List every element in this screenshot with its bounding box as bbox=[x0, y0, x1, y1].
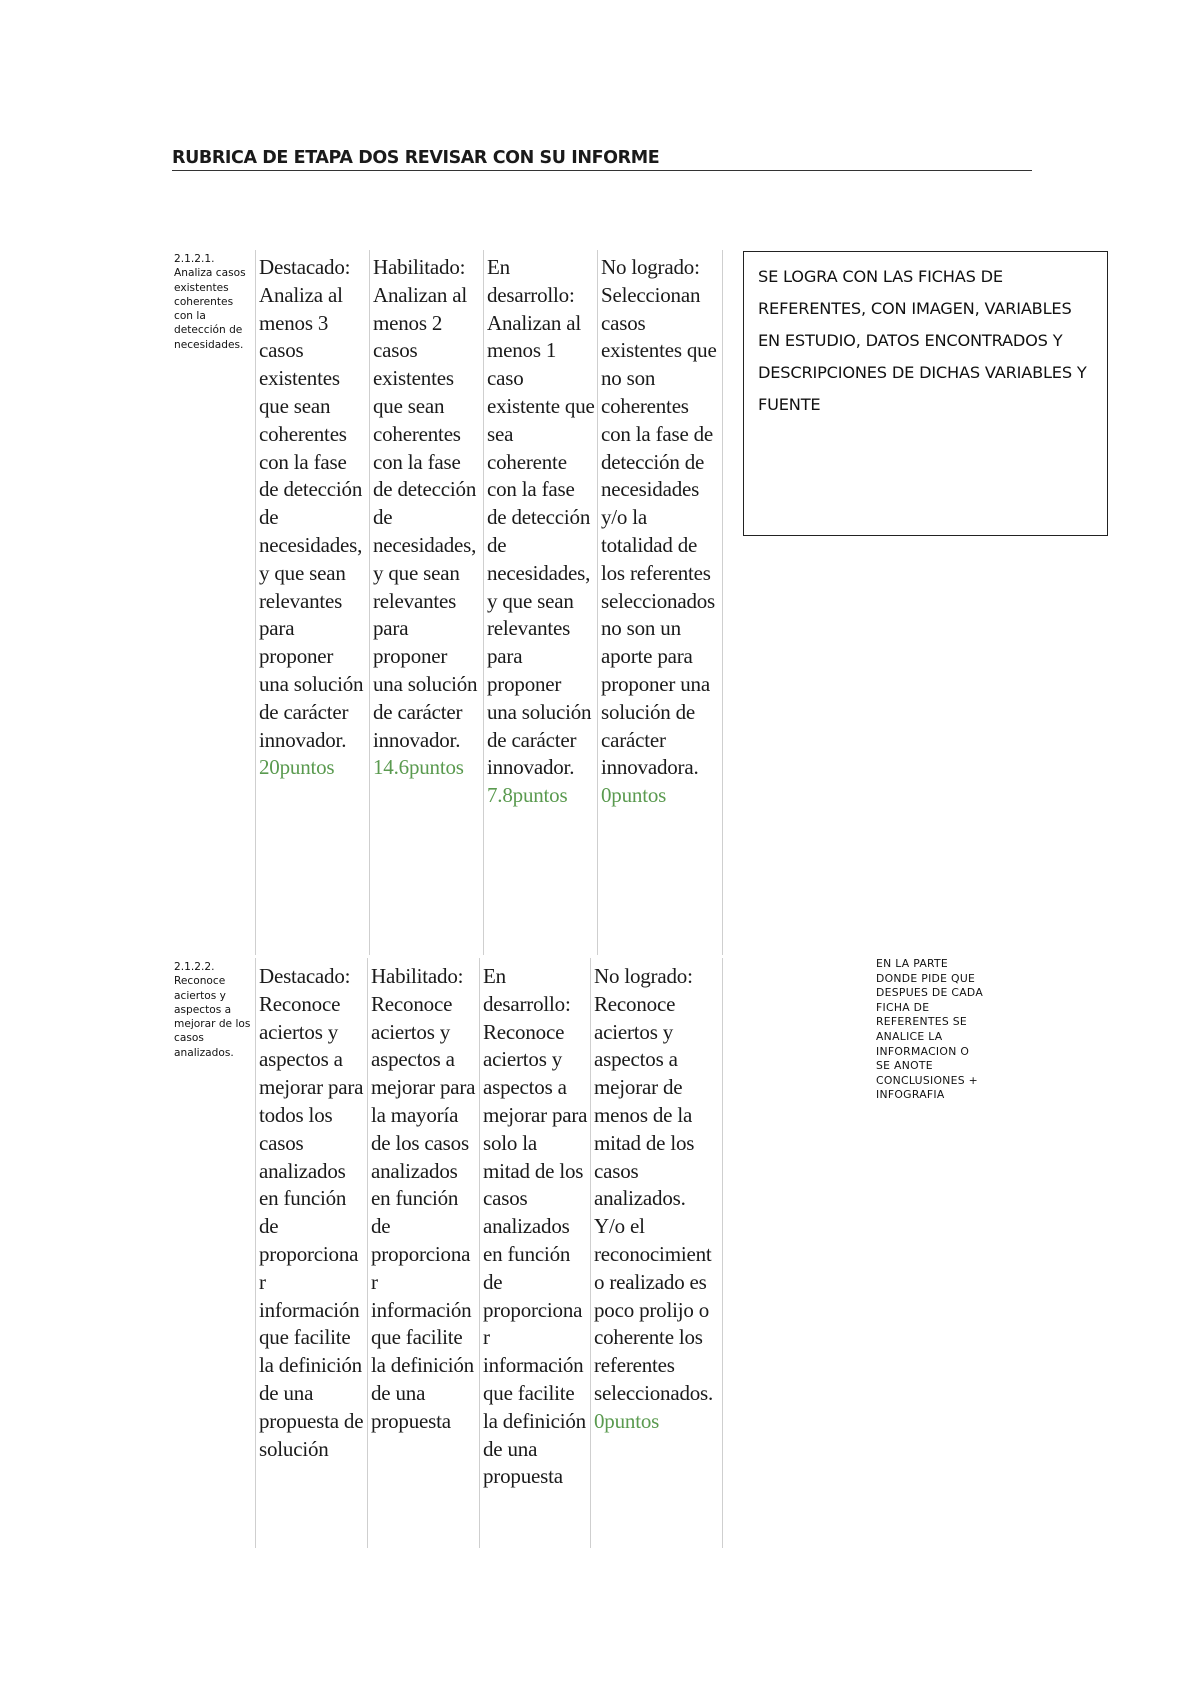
table-divider bbox=[722, 958, 723, 1548]
cell-text: No logrado: Reconoce aciertos y aspectos a mejorar de menos de la mitad de los casos analizados. Y/o el reconocimiento realizado es poco prolijo o coherente los referentes seleccionados. bbox=[594, 964, 714, 1405]
table-divider bbox=[255, 250, 256, 955]
rubric-cell-en-desarrollo bbox=[483, 963, 588, 1491]
points-label: 0puntos bbox=[601, 783, 667, 808]
rubric-cell-habilitado bbox=[373, 254, 481, 782]
document-title: RUBRICA DE ETAPA DOS REVISAR CON SU INFORME bbox=[172, 147, 1032, 171]
side-note: EN LA PARTE DONDE PIDE QUE DESPUES DE CADA FICHA DE REFERENTES SE ANALICE LA INFORMACION O SE ANOTE CONCLUSIONES + INFOGRAFIA bbox=[876, 957, 984, 1102]
table-divider bbox=[369, 250, 370, 955]
table-divider bbox=[597, 250, 598, 955]
criterion-label-1: 2.1.2.1. Analiza casos existentes coherentes con la detección de necesidades. bbox=[174, 253, 246, 351]
cell-text: Habilitado: Reconoce aciertos y aspectos a mejorar para la mayoría de los casos analizados en función de proporcionar información que facilite la definición de una propuesta bbox=[371, 964, 476, 1433]
cell-text: En desarrollo: Reconoce aciertos y aspectos a mejorar para solo la mitad de los casos analizados en función de proporcionar información que facilite la definición de una propuesta bbox=[483, 964, 588, 1489]
points-label: 20puntos bbox=[259, 755, 335, 780]
points-label: 7.8puntos bbox=[487, 783, 568, 808]
cell-text: Destacado: Reconoce aciertos y aspectos a mejorar para todos los casos analizados en función de proporcionar información que facilite la definición de una propuesta de solución bbox=[259, 964, 364, 1461]
cell-text: Destacado: Analiza al menos 3 casos existentes que sean coherentes con la fase de detección de necesidades, y que sean relevantes para proponer una solución de carácter innovador. bbox=[259, 255, 364, 752]
cell-text: Habilitado: Analizan al menos 2 casos existentes que sean coherentes con la fase de detección de necesidades, y que sean relevantes para proponer una solución de carácter innovador. bbox=[373, 255, 478, 752]
table-divider bbox=[722, 250, 723, 955]
table-divider bbox=[590, 958, 591, 1548]
cell-text: No logrado: Seleccionan casos existentes que no son coherentes con la fase de detección de necesidades y/o la totalidad de los referentes seleccionados no son un aporte para proponer una solución de carácter innovadora. bbox=[601, 255, 717, 780]
points-label: 14.6puntos bbox=[373, 755, 464, 780]
rubric-cell-destacado bbox=[259, 963, 365, 1463]
table-divider bbox=[479, 958, 480, 1548]
table-divider bbox=[483, 250, 484, 955]
cell-text: En desarrollo: Analizan al menos 1 caso existente que sea coherente con la fase de detección de necesidades, y que sean relevantes para proponer una solución de carácter innovador. bbox=[487, 255, 595, 780]
criterion-label-2: 2.1.2.2. Reconoce aciertos y aspectos a mejorar de los casos analizados. bbox=[174, 961, 251, 1059]
points-label: 0puntos bbox=[594, 1408, 660, 1433]
table-divider bbox=[255, 958, 256, 1548]
table-divider bbox=[367, 958, 368, 1548]
rubric-cell-en-desarrollo bbox=[487, 254, 595, 810]
note-box: SE LOGRA CON LAS FICHAS DE REFERENTES, CON IMAGEN, VARIABLES EN ESTUDIO, DATOS ENCONTRADOS Y DESCRIPCIONES DE DICHAS VARIABLES Y FUENTE bbox=[743, 251, 1108, 536]
rubric-cell-no-logrado bbox=[594, 963, 720, 1436]
rubric-cell-destacado bbox=[259, 254, 367, 782]
rubric-cell-habilitado bbox=[371, 963, 477, 1436]
rubric-cell-no-logrado bbox=[601, 254, 720, 810]
